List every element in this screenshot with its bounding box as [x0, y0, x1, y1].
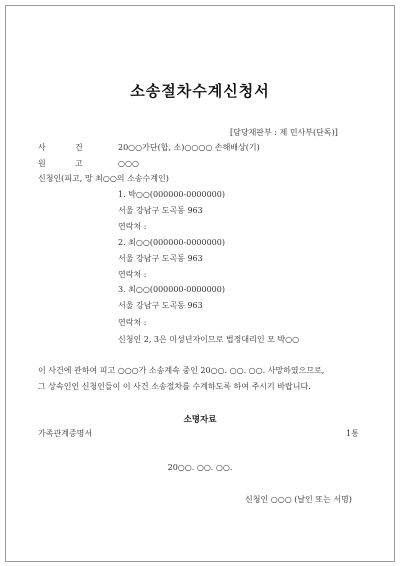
body-line-1: 이 사건에 관하여 피고 ○○○가 소송계속 중인 20○○. ○○. ○○. 사망하였으므로, — [38, 366, 325, 375]
plaintiff-label-char-2: 고 — [75, 159, 83, 168]
applicant-3-contact: 연락처 : — [118, 318, 147, 327]
applicant-2-name: 2. 최○○(000000-0000000) — [118, 238, 225, 247]
applicant-3-address: 서울 강남구 도곡동 963 — [118, 301, 203, 310]
applicant-signature: 신청인 ○○○ (날인 또는 서명) — [245, 495, 352, 504]
applicant-header: 신청인(피고, 망 최○○의 소송수계인) — [38, 174, 169, 183]
plaintiff-label-char-1: 원 — [38, 159, 46, 168]
applicant-2-contact: 연락처 : — [118, 270, 147, 279]
evidence-heading: 소명자료 — [183, 415, 217, 425]
applicant-3-name: 3. 최○○(000000-0000000) — [118, 285, 225, 294]
minor-note: 신청인 2, 3은 미성년자이므로 법정대리인 모 박○○ — [118, 335, 300, 344]
document-title: 소송절차수계신청서 — [130, 82, 270, 100]
applicant-1-name: 1. 박○○(000000-0000000) — [118, 190, 225, 199]
plaintiff-value: ○○○ — [118, 159, 139, 168]
case-label-char-1: 사 — [38, 143, 46, 152]
applicant-1-address: 서울 강남구 도곡동 963 — [118, 206, 203, 215]
court-division: [담당재판부 : 제 민사부(단독)] — [230, 128, 338, 137]
evidence-item: 가족관계증명서 — [38, 429, 93, 438]
evidence-count: 1통 — [346, 429, 359, 438]
applicant-2-address: 서울 강남구 도곡동 963 — [118, 254, 203, 263]
case-value: 20○○가단(합, 소)○○○○ 손해배상(기) — [118, 143, 260, 152]
body-line-2: 그 상속인인 신청인들이 이 사건 소송절차를 수계하도록 하여 주시기 바랍니다. — [38, 382, 311, 391]
applicant-1-contact: 연락처 : — [118, 222, 147, 231]
document-date: 20○○. ○○. ○○. — [167, 463, 233, 472]
case-label-char-2: 건 — [75, 143, 83, 152]
